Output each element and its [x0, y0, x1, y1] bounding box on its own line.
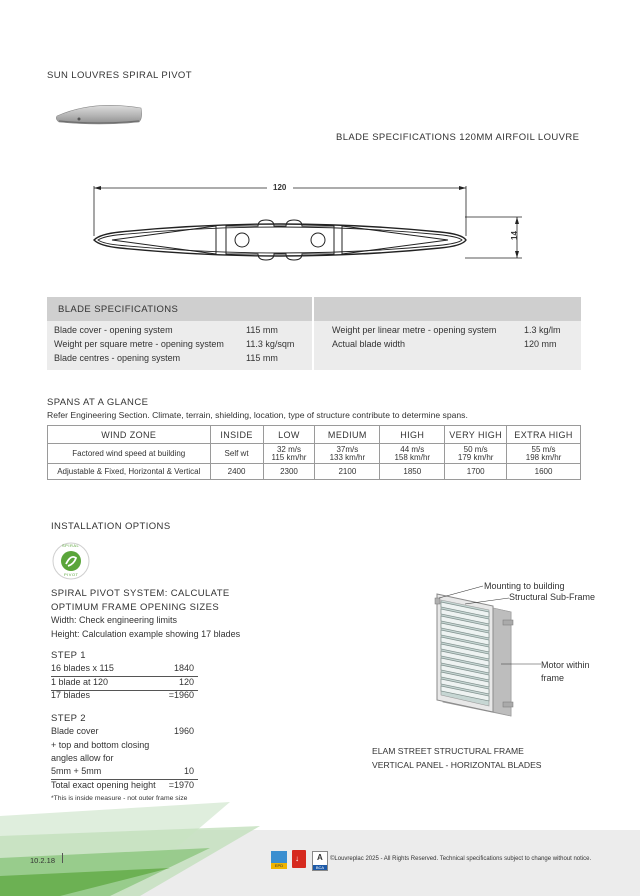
speed-ms: 44 m/s [400, 444, 425, 454]
closing-note-1: + top and bottom closing [51, 740, 150, 750]
table-row [48, 464, 581, 480]
cell-low [263, 444, 315, 464]
cell-very-high [445, 444, 507, 464]
speed-ms: 37m/s [336, 444, 359, 454]
step-value: 1840 [173, 663, 194, 673]
span-value: 2400 [210, 464, 263, 480]
spec-label: Weight per square metre - opening system [54, 339, 224, 349]
spec-value: 11.3 kg/sqm [246, 339, 295, 349]
spans-header-row [48, 426, 581, 444]
width-note: Width: Check engineering limits [51, 615, 178, 625]
spec-value: 1.3 kg/lm [524, 325, 561, 335]
blade-spec-title: BLADE SPECIFICATIONS 120MM AIRFOIL LOUVRE [336, 132, 580, 143]
height-note: Height: Calculation example showing 17 blades [51, 629, 241, 639]
span-value: 1600 [507, 464, 581, 480]
system-title-line-2: OPTIMUM FRAME OPENING SIZES [51, 602, 220, 613]
callout-subframe: Structural Sub-Frame [509, 592, 596, 602]
list-item [51, 766, 198, 780]
step-1-title: STEP 1 [51, 650, 86, 661]
list-item [51, 690, 198, 703]
speed-kmh: 198 km/hr [525, 452, 562, 462]
step-value: 1960 [173, 726, 194, 736]
spans-note: Refer Engineering Section. Climate, terrain, shielding, location, type of structure contribute to determine spans. [47, 410, 468, 420]
step-label: 17 blades [51, 690, 91, 700]
logo-text-top: SPIRAL [62, 543, 80, 548]
blade-width-dimension: 120 [273, 183, 287, 192]
cell-medium [315, 444, 380, 464]
figure-caption-1: ELAM STREET STRUCTURAL FRAME [372, 746, 524, 756]
header-inside: INSIDE [210, 426, 263, 444]
copyright-text: ©Louvreplac 2025 - All Rights Reserved. Technical specifications subject to change without notice. [330, 856, 592, 862]
spec-label: Blade centres - opening system [54, 353, 181, 363]
step-value: 10 [183, 766, 194, 776]
installation-title: INSTALLATION OPTIONS [51, 521, 171, 532]
spec-label: Weight per linear metre - opening system [332, 325, 497, 335]
bca-badge-label: BCA [313, 865, 327, 870]
speed-ms: 32 m/s [276, 444, 301, 454]
epd-badge-label: EPD [271, 863, 287, 869]
blade-profile-drawing [60, 176, 535, 268]
system-title-line-1: SPIRAL PIVOT SYSTEM: CALCULATE [51, 588, 230, 599]
logo-text-bottom: PIVOT [64, 572, 79, 577]
speed-kmh: 133 km/hr [329, 452, 366, 462]
span-value: 2300 [263, 464, 315, 480]
speed-ms: 55 m/s [531, 444, 556, 454]
page-title: SUN LOUVRES SPIRAL PIVOT [47, 70, 192, 81]
step-value: =1970 [168, 780, 194, 790]
callout-motor-1: Motor within [541, 660, 590, 670]
speed-kmh: 179 km/hr [457, 452, 494, 462]
spec-label: Actual blade width [332, 339, 406, 349]
spans-table [47, 425, 581, 480]
step-value: =1960 [168, 690, 194, 700]
list-item [51, 780, 198, 793]
row-label: Factored wind speed at building [48, 444, 211, 464]
span-value: 1850 [380, 464, 445, 480]
speed-kmh: 115 km/hr [271, 452, 307, 462]
list-item [51, 677, 198, 691]
list-item [51, 663, 198, 677]
footnote: *This is inside measure - not outer frame size [51, 795, 188, 802]
callout-motor-2: frame [541, 673, 565, 683]
step-label: 16 blades x 115 [51, 663, 114, 673]
table-row [48, 444, 581, 464]
step-2-title: STEP 2 [51, 713, 86, 724]
bca-badge: A BCA [312, 851, 328, 871]
step-label: Blade cover [51, 726, 99, 736]
speed-kmh: 158 km/hr [394, 452, 431, 462]
footer-background [0, 796, 640, 896]
cell-inside: Self wt [210, 444, 263, 464]
header-medium: MEDIUM [315, 426, 380, 444]
cell-extra-high [507, 444, 581, 464]
spec-value: 115 mm [246, 353, 278, 363]
louvre-blade-image [53, 96, 145, 132]
page-number: 10.2.18 [30, 856, 56, 865]
spec-label: Blade cover - opening system [54, 325, 173, 335]
blade-height-dimension: 14 [510, 231, 519, 240]
pdf-icon: ↓ [292, 850, 306, 868]
closing-note-2: angles allow for [51, 753, 114, 763]
step-label: 1 blade at 120 [51, 677, 109, 687]
footer-divider [62, 853, 63, 863]
structural-frame-illustration [425, 584, 620, 734]
step-value: 120 [178, 677, 194, 687]
speed-ms: 50 m/s [463, 444, 488, 454]
span-value: 2100 [315, 464, 380, 480]
header-wind-zone: WIND ZONE [48, 426, 211, 444]
spec-table-title: BLADE SPECIFICATIONS [58, 304, 179, 315]
step-label: 5mm + 5mm [51, 766, 102, 776]
figure-caption-2: VERTICAL PANEL - HORIZONTAL BLADES [372, 760, 542, 770]
list-item [51, 726, 198, 739]
spec-value: 120 mm [524, 339, 557, 349]
span-value: 1700 [445, 464, 507, 480]
step-label: Total exact opening height [51, 780, 156, 790]
header-extra-high: EXTRA HIGH [507, 426, 581, 444]
spec-value: 115 mm [246, 325, 278, 335]
epd-badge [271, 851, 287, 869]
callout-mounting: Mounting to building [484, 581, 565, 591]
header-low: LOW [263, 426, 315, 444]
spans-title: SPANS AT A GLANCE [47, 397, 149, 408]
header-very-high: VERY HIGH [445, 426, 507, 444]
row-label: Adjustable & Fixed, Horizontal & Vertical [48, 464, 211, 480]
header-high: HIGH [380, 426, 445, 444]
cell-high [380, 444, 445, 464]
